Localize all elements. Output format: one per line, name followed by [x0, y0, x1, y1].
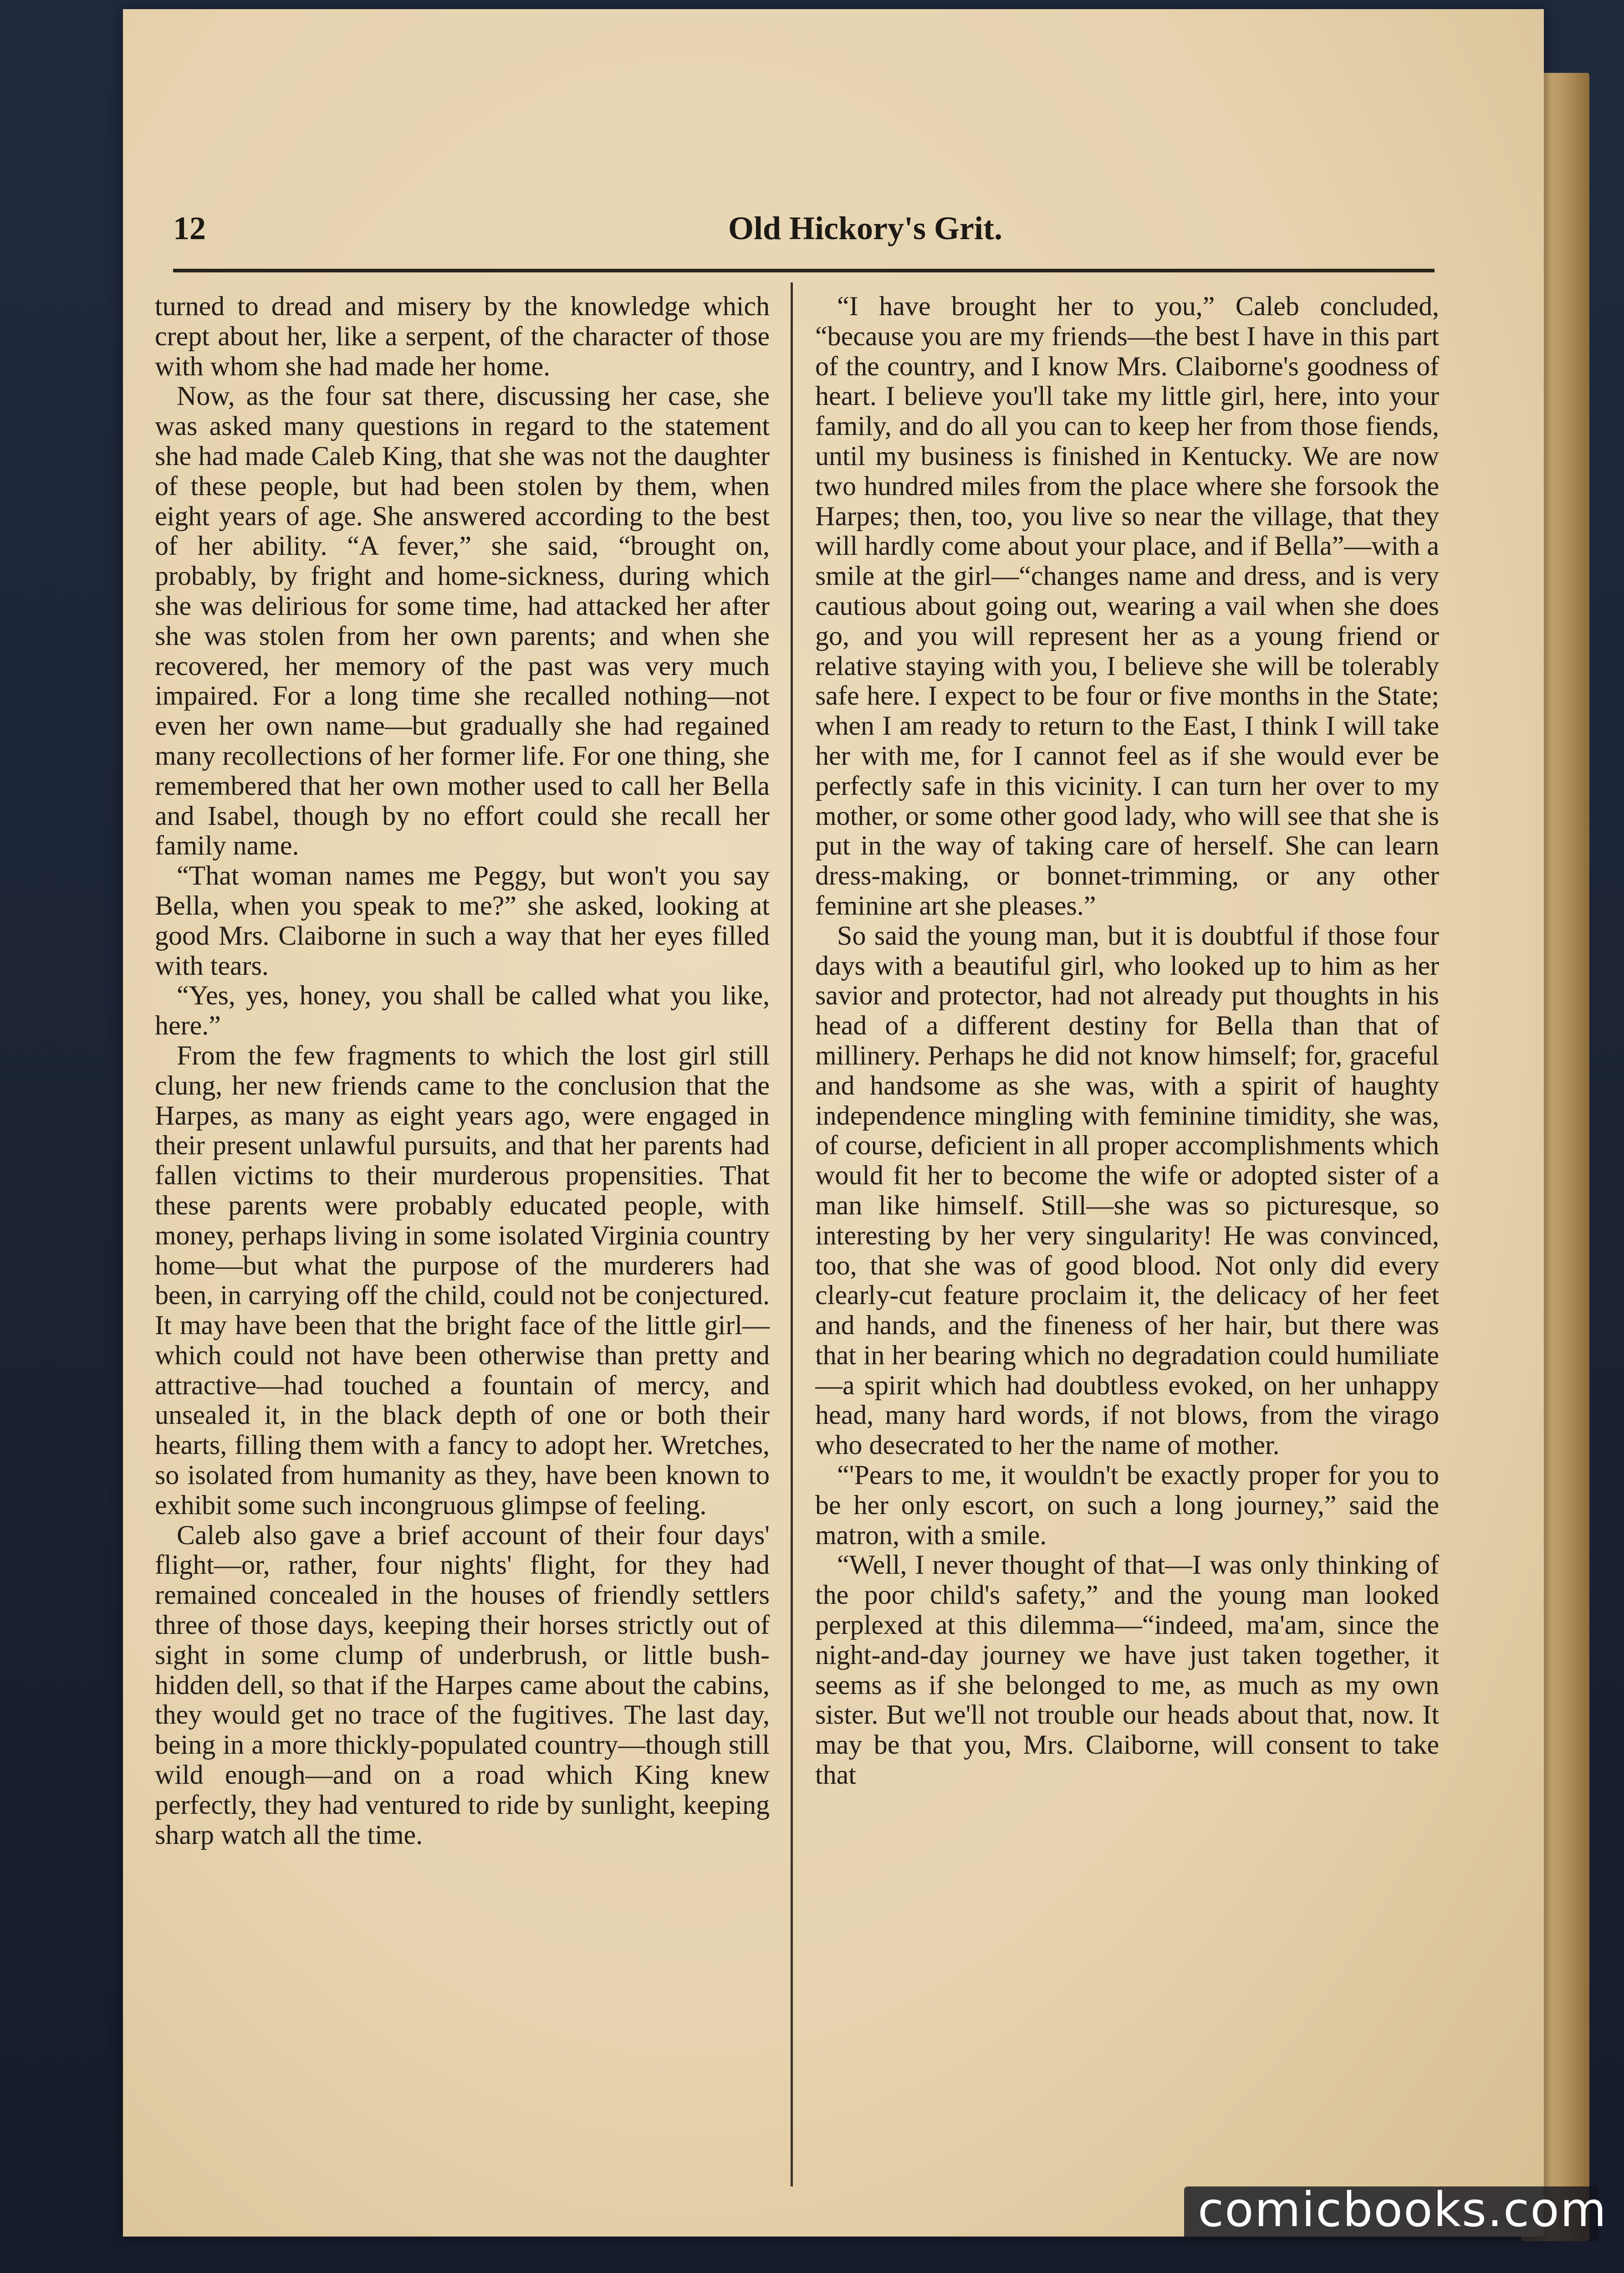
- page-number: 12: [173, 210, 206, 246]
- page-header: [173, 200, 1435, 269]
- paragraph: “I have brought her to you,” Caleb concluded, “because you are my friends—the best I have in this part of the country, and I know Mrs. Claiborne's goodness of heart. I believe you'll take my little girl, here, into your family, and do all you can to keep her from those fiends, until my business is finished in Kentucky. We are now two hundred miles from the place where she forsook the Harpes; then, too, you live so near the village, that they will hardly come about your place, and if Bella”—with a smile at the girl—“changes name and dress, and is very cautious about going out, wearing a vail when she does go, and you will represent her as a young friend or relative staying with you, I believe she will be tolerably safe here. I expect to be four or five months in the State; when I am ready to return to the East, I think I will take her with me, for I cannot feel as if she would ever be perfectly safe in this vicinity. I can turn her over to my mother, or some other good lady, who will see that she is put in the way of taking care of herself. She can learn dress-making, or bonnet-trimming, or any other feminine art she pleases.”: [815, 292, 1439, 921]
- header-rule: [173, 269, 1435, 272]
- paragraph: Now, as the four sat there, discussing her case, she was asked many questions in regard to the statement she had made Caleb King, that she was not the daughter of these people, but had been stolen by them, when eight years of age. She answered according to the best of her ability. “A fever,” she said, “brought on, probably, by fright and home-sickness, during which she was delirious for some time, had attacked her after she was stolen from her own parents; and when she recovered, her memory of the past was very much impaired. For a long time she recalled nothing—not even her own name—but gradually she had regained many recollections of her former life. For one thing, she remembered that her own mother used to call her Bella and Isabel, though by no effort could she recall her family name.: [155, 381, 770, 861]
- paragraph: From the few fragments to which the lost girl still clung, her new friends came to the conclusion that the Harpes, as many as eight years ago, were engaged in their present unlawful pursuits, and that her parents had fallen victims to their murderous propensities. That these parents were probably educated people, with money, perhaps living in some isolated Virginia country home—but what the purpose of the murderers had been, in carrying off the child, could not be conjectured. It may have been that the bright face of the little girl—which could not have been otherwise than pretty and attractive—had touched a fountain of mercy, and unsealed it, in the black depth of one or both their hearts, filling them with a fancy to adopt her. Wretches, so isolated from humanity as they, have been known to exhibit some such incongruous glimpse of feeling.: [155, 1040, 770, 1520]
- running-title: Old Hickory's Grit.: [728, 210, 1002, 246]
- paragraph: “That woman names me Peggy, but won't you say Bella, when you speak to me?” she asked, looking at good Mrs. Claiborne in such a way that her eyes filled with tears.: [155, 860, 770, 981]
- paragraph: So said the young man, but it is doubtful if those four days with a beautiful girl, who looked up to him as her savior and protector, had not already put thoughts in his head of a different destiny for Bella than that of millinery. Perhaps he did not know himself; for, graceful and handsome as she was, with a spirit of haughty independence mingling with feminine timidity, she was, of course, deficient in all proper accomplishments which would fit her to become the wife or adopted sister of a man like himself. Still—she was so picturesque, so interesting by her very singularity! He was convinced, too, that she was of good blood. Not only did every clearly-cut feature proclaim it, the delicacy of her feet and hands, and the fineness of her hair, but there was that in her bearing which no degradation could humiliate—a spirit which had doubtless evoked, on her unhappy head, many hard words, if not blows, from the virago who desecrated to her the name of mother.: [815, 920, 1439, 1460]
- paragraph: turned to dread and misery by the knowledge which crept about her, like a serpent, of the character of those with whom she had made her home.: [155, 292, 770, 381]
- paragraph: “Well, I never thought of that—I was only thinking of the poor child's safety,” and the young man looked perplexed at this dilemma—“indeed, ma'am, since the night-and-day journey we have just taken together, it seems as if she belonged to me, as much as my own sister. But we'll not trouble our heads about that, now. It may be that you, Mrs. Claiborne, will consent to take that: [815, 1550, 1439, 1790]
- right-column: [815, 292, 1439, 2196]
- left-column: [155, 292, 770, 2196]
- paragraph: “Yes, yes, honey, you shall be called what you like, here.”: [155, 980, 770, 1041]
- paragraph: “'Pears to me, it wouldn't be exactly proper for you to be her only escort, on such a long journey,” said the matron, with a smile.: [815, 1460, 1439, 1550]
- column-divider: [791, 282, 793, 2186]
- watermark-text: comicbooks.com: [1198, 2182, 1608, 2237]
- paragraph: Caleb also gave a brief account of their four days' flight—or, rather, four nights' flight, for they had remained concealed in the houses of friendly settlers three of those days, keeping their horses strictly out of sight in some clump of underbrush, or little bush-hidden dell, so that if the Harpes came about the cabins, they would get no trace of the fugitives. The last day, being in a more thickly-populated country—though still wild enough—and on a road which King knew perfectly, they had ventured to ride by sunlight, keeping sharp watch all the time.: [155, 1520, 770, 1850]
- book-page: [123, 9, 1544, 2237]
